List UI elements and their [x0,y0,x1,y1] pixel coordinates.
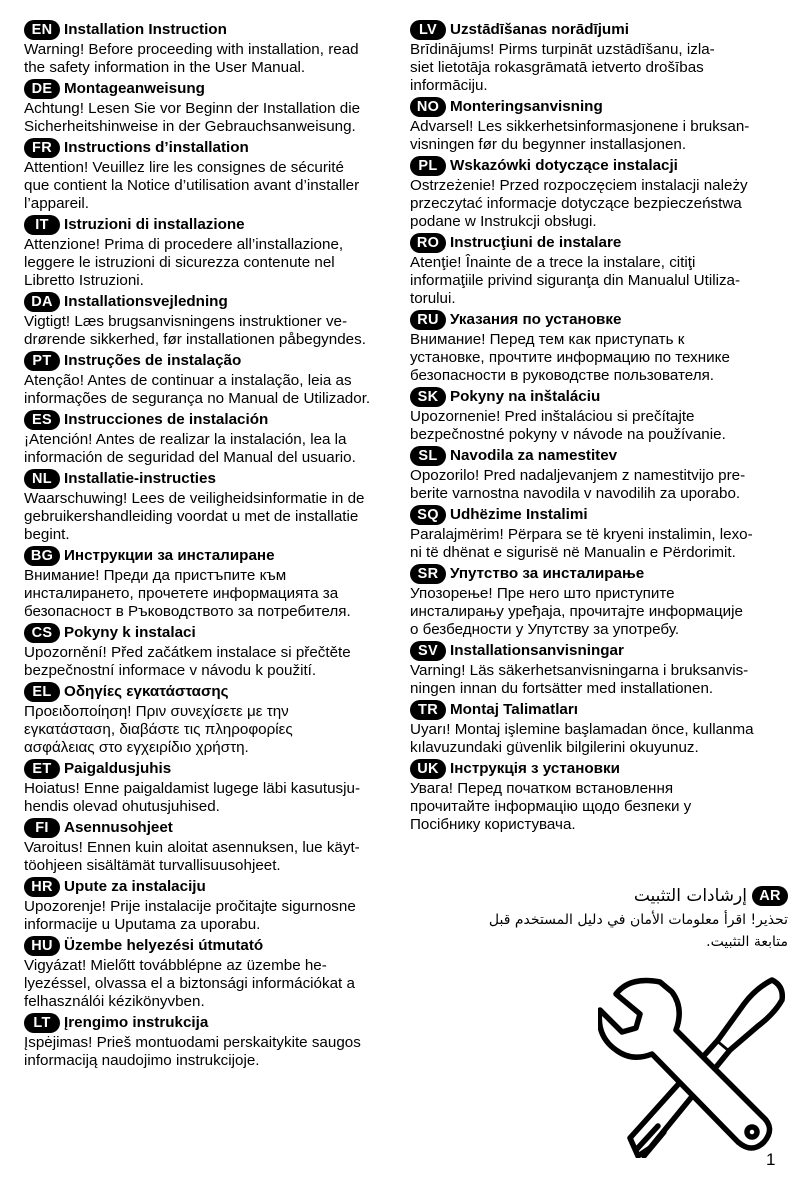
text-line: تحذير! اقرأ معلومات الأمان في دليل المستخدم قبل [488,912,788,928]
text-line: informações de segurança no Manual de Utilizador. [24,390,371,407]
section-title: Upute za instalaciju [64,878,206,895]
section-sk [410,386,788,444]
text-line: Посібнику користувача. [410,816,576,833]
section-title: Įrengimo instrukcija [64,1014,209,1031]
section-text [410,408,788,444]
section-header [24,19,396,41]
section-sl [410,445,788,503]
section-uk [410,758,788,834]
text-line: Ostrzeżenie! Przed rozpoczęciem instalacji należy [410,177,748,194]
text-line: Varning! Läs säkerhetsanvisningarna i bruksanvis- [410,662,749,679]
section-header [24,468,396,490]
section-sq [410,504,788,562]
section-title: Wskazówki dotyczące instalacji [450,157,678,174]
text-line: Varoitus! Ennen kuin aloitat asennuksen, lue käyt- [24,839,360,856]
text-line: berite varnostna navodila v navodilih za uporabo. [410,485,741,502]
text-line: Brīdinājums! Pirms turpināt uzstādīšanu, izla- [410,41,715,58]
section-en [24,19,396,77]
section-header [24,935,396,957]
language-badge: PL [410,156,446,176]
text-line: Увага! Перед початком встановлення [410,780,674,797]
text-line: Atenção! Antes de continuar a instalação, leia as [24,372,352,389]
section-title: Pokyny k instalaci [64,624,196,641]
section-text [24,644,396,680]
right-column [410,18,788,834]
language-badge: RU [410,310,446,330]
section-cs [24,622,396,680]
text-line: podane w Instrukcji obsługi. [410,213,597,230]
section-header [452,883,788,909]
text-line: siet lietotāja rokasgrāmatā ietverto drošības [410,59,704,76]
section-header [24,137,396,159]
text-line: εγκατάσταση, διαβάστε τις πληροφορίες [24,721,293,738]
section-header [24,1012,396,1034]
text-line: que contient la Notice d’utilisation avant d’installer [24,177,360,194]
section-de [24,78,396,136]
text-line: Waarschuwing! Lees de veiligheidsinformatie in de [24,490,365,507]
section-et [24,758,396,816]
text-line: Opozorilo! Pred nadaljevanjem z namestitvijo pre- [410,467,746,484]
section-header [24,350,396,372]
section-header [24,876,396,898]
section-title: Οδηγίες εγκατάστασης [64,683,229,700]
text-line: Įspėjimas! Prieš montuodami perskaitykite saugos [24,1034,361,1051]
text-line: ni të dhënat e sigurisë në Manualin e Përdorimit. [410,544,736,561]
section-text [24,780,396,816]
text-line: Vigyázat! Mielőtt továbblépne az üzembe he- [24,957,327,974]
section-header [410,504,788,526]
text-line: инсталирането, прочетете информацията за [24,585,339,602]
text-line: безопасност в Ръководството за потребителя. [24,603,351,620]
wrench-screwdriver-icon [598,970,790,1158]
section-text [24,957,396,1011]
language-badge: ES [24,410,60,430]
text-line: töohjeen sisältämät turvallisuusohjeet. [24,857,281,874]
text-line: ¡Atención! Antes de realizar la instalación, lea la [24,431,347,448]
language-badge: DA [24,292,60,312]
section-text [410,41,788,95]
language-badge: EL [24,682,60,702]
section-title: Montaj Talimatları [450,701,578,718]
text-line: Sicherheitshinweise in der Gebrauchsanweisung. [24,118,356,135]
text-line: informāciju. [410,77,488,94]
section-da [24,291,396,349]
section-text [410,118,788,154]
section-header [24,291,396,313]
section-title: Instrucciones de instalación [64,411,269,428]
section-title: Instrucţiuni de instalare [450,234,622,251]
text-line: Advarsel! Les sikkerhetsinformasjonene i bruksan- [410,118,750,135]
text-line: informaciją naudojimo instrukcijoje. [24,1052,260,1069]
section-bg [24,545,396,621]
language-badge: DE [24,79,60,99]
section-header [410,232,788,254]
section-text [24,41,396,77]
text-line: ασφάλειας στο εγχειρίδιο χρήστη. [24,739,249,756]
language-badge: ET [24,759,60,779]
section-es [24,409,396,467]
language-badge: LV [410,20,446,40]
section-text [24,839,396,875]
section-header [24,409,396,431]
language-badge: SK [410,387,446,407]
section-header [410,19,788,41]
text-line: ningen innan du fortsätter med installationen. [410,680,714,697]
text-line: leggere le istruzioni di sicurezza contenute nel [24,254,335,271]
section-ru [410,309,788,385]
section-text [452,909,788,953]
language-badge: PT [24,351,60,371]
text-line: hendis olevad ohutusjuhised. [24,798,220,815]
section-text [410,780,788,834]
section-header [410,563,788,585]
section-title: Installatie-instructies [64,470,216,487]
section-it [24,214,396,290]
text-line: visningen før du begynner installasjonen. [410,136,687,153]
section-title: Instruções de instalação [64,352,242,369]
section-fi [24,817,396,875]
section-title: Istruzioni di installazione [64,216,245,233]
section-header [24,817,396,839]
text-line: Упозорење! Пре него што приступите [410,585,675,602]
text-line: о безбедности у Упутству за употребу. [410,621,680,638]
section-title: Installation Instruction [64,21,227,38]
language-badge: SQ [410,505,446,525]
section-header [410,96,788,118]
section-lv [410,19,788,95]
section-text [410,526,788,562]
text-line: lyezéssel, olvassa el a biztonsági információkat a [24,975,355,992]
section-header [24,545,396,567]
language-badge: IT [24,215,60,235]
language-badge: LT [24,1013,60,1033]
section-header [410,758,788,780]
text-line: Hoiatus! Enne paigaldamist lugege läbi kasutusju- [24,780,361,797]
section-header [410,386,788,408]
section-no [410,96,788,154]
text-line: Atenţie! Înainte de a trece la instalare, citiţi [410,254,696,271]
section-title: Paigaldusjuhis [64,760,172,777]
section-text [24,372,396,408]
text-line: прочитайте інформацію щодо безпеки у [410,798,692,815]
section-title: Üzembe helyezési útmutató [64,937,264,954]
section-title: Инструкции за инсталиране [64,547,275,564]
section-fr [24,137,396,213]
language-badge: HU [24,936,60,956]
text-line: the safety information in the User Manual. [24,59,306,76]
section-hr [24,876,396,934]
text-line: Attenzione! Prima di procedere all’installazione, [24,236,344,253]
language-badge: SR [410,564,446,584]
language-badge: HR [24,877,60,897]
section-title: Installationsvejledning [64,293,228,310]
section-sv [410,640,788,698]
text-line: Vigtigt! Læs brugsanvisningens instruktioner ve- [24,313,348,330]
text-line: Προειδοποίηση! Πριν συνεχίσετε με την [24,703,289,720]
section-title: Udhëzime Instalimi [450,506,588,523]
text-line: bezpečnostné pokyny v návode na používanie. [410,426,726,443]
section-header [24,758,396,780]
section-pt [24,350,396,408]
language-badge: EN [24,20,60,40]
text-line: felhasználói kézikönyvben. [24,993,205,1010]
language-badge: TR [410,700,446,720]
language-badge: NL [24,469,60,489]
section-text [410,662,788,698]
section-text [24,431,396,467]
section-title: Monteringsanvisning [450,98,603,115]
section-text [24,898,396,934]
section-title: Instructions d’installation [64,139,249,156]
text-line: безопасности в руководстве пользователя. [410,367,715,384]
section-tr [410,699,788,757]
text-line: gebruikershandleiding voordat u met de installatie [24,508,359,525]
section-text [24,100,396,136]
section-text [410,254,788,308]
section-title: Pokyny na inštaláciu [450,388,601,405]
language-badge: SL [410,446,446,466]
text-line: informacije u Uputama za uporabu. [24,916,261,933]
left-column [24,18,396,1070]
section-title: Montageanweisung [64,80,205,97]
section-text [24,703,396,757]
text-line: Libretto Istruzioni. [24,272,144,289]
section-title: إرشادات التثبيت [633,886,747,906]
text-line: kılavuzundaki güvenlik bilgilerini okuyunuz. [410,739,699,756]
section-text [24,1034,396,1070]
section-title: Uzstādīšanas norādījumi [450,21,629,38]
section-nl [24,468,396,544]
section-header [410,640,788,662]
section-text [24,236,396,290]
text-line: torului. [410,290,456,307]
text-line: Upozornění! Před začátkem instalace si přečtěte [24,644,351,661]
section-title: Navodila za namestitev [450,447,618,464]
section-text [410,177,788,231]
section-header [410,699,788,721]
section-header [410,445,788,467]
language-badge: NO [410,97,446,117]
language-badge: CS [24,623,60,643]
text-line: begint. [24,526,70,543]
text-line: Attention! Veuillez lire les consignes de sécurité [24,159,344,176]
language-badge: SV [410,641,446,661]
text-line: инсталирању уређаја, прочитајте информације [410,603,743,620]
section-lt [24,1012,396,1070]
section-text [24,567,396,621]
text-line: Upozornenie! Pred inštaláciou si prečítajte [410,408,695,425]
section-header [24,622,396,644]
text-line: informaţiile privind siguranţa din Manualul Utiliza- [410,272,741,289]
section-text [410,331,788,385]
section-text [410,585,788,639]
section-text [24,313,396,349]
text-line: Upozorenje! Prije instalacije pročitajte sigurnosne [24,898,356,915]
text-line: información de seguridad del Manual del usuario. [24,449,356,466]
text-line: متابعة التثبيت. [706,934,788,950]
section-header [24,681,396,703]
section-ar [452,882,788,953]
section-title: Упутство за инсталирање [450,565,645,582]
section-header [24,214,396,236]
section-text [410,721,788,757]
text-line: drørende sikkerhed, før installationen påbegyndes. [24,331,366,348]
language-badge: FI [24,818,60,838]
language-badge: UK [410,759,446,779]
section-text [24,490,396,544]
section-title: Указания по установке [450,311,622,328]
text-line: Внимание! Преди да пристъпите към [24,567,287,584]
text-line: Warning! Before proceeding with installation, read [24,41,359,58]
text-line: Внимание! Перед тем как приступать к [410,331,685,348]
text-line: Paralajmërim! Përpara se të kryeni instalimin, lexo- [410,526,753,543]
section-header [410,155,788,177]
section-title: Asennusohjeet [64,819,173,836]
section-header [410,309,788,331]
language-badge: BG [24,546,60,566]
section-el [24,681,396,757]
language-badge: RO [410,233,446,253]
language-badge: AR [752,886,788,906]
text-line: l’appareil. [24,195,90,212]
text-line: Uyarı! Montaj işlemine başlamadan önce, kullanma [410,721,754,738]
section-pl [410,155,788,231]
language-badge: FR [24,138,60,158]
text-line: установке, прочтите информацию по технике [410,349,730,366]
text-line: Achtung! Lesen Sie vor Beginn der Installation die [24,100,361,117]
text-line: przeczytać informacje dotyczące bezpieczeństwa [410,195,742,212]
section-title: Installationsanvisningar [450,642,624,659]
section-sr [410,563,788,639]
section-text [24,159,396,213]
section-header [24,78,396,100]
section-ro [410,232,788,308]
section-hu [24,935,396,1011]
text-line: bezpečnostní informace v návodu k použití. [24,662,317,679]
section-title: Інструкція з установки [450,760,620,777]
section-text [410,467,788,503]
page-number: 1 [766,1150,776,1169]
